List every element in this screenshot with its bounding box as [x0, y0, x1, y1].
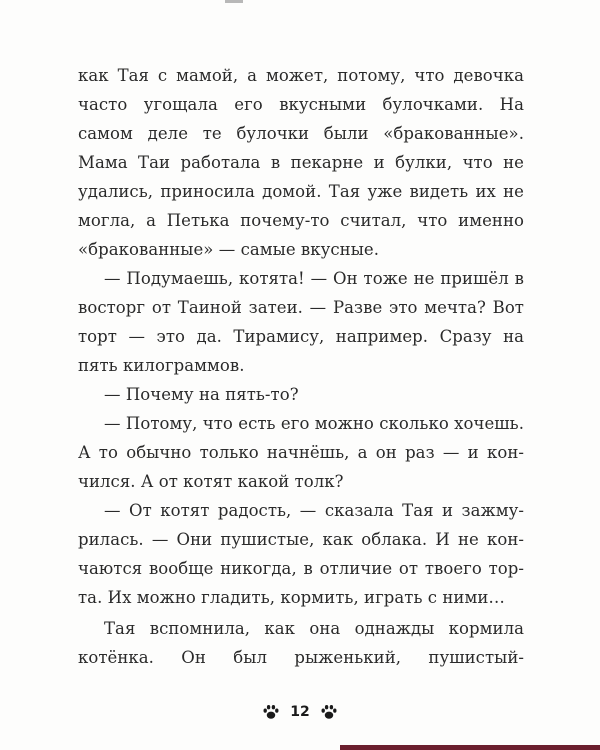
text-line: часто угощала его вкусными булочками. На: [78, 95, 524, 114]
text-line: чаются вообще никогда, в отличие от твоего тор-: [78, 559, 524, 578]
text-line: могла, а Петька почему-то считал, что именно: [78, 211, 524, 230]
text-line: восторг от Таиной затеи. — Разве это мечта? Вот: [78, 298, 524, 317]
text-line: как Тая с мамой, а может, потому, что девочка: [78, 66, 524, 85]
text-line: котёнка. Он был рыженький, пушистый-: [78, 648, 524, 667]
text-line: пять килограммов.: [78, 356, 245, 375]
text-line: удались, приносила домой. Тая уже видеть их не: [78, 182, 524, 201]
page-edge-stripe: [340, 745, 600, 750]
page-top-mark: [225, 0, 243, 3]
page-footer: [0, 700, 600, 724]
text-line: самом деле те булочки были «бракованные».: [78, 124, 524, 143]
text-line: та. Их можно гладить, кормить, играть с ними…: [78, 588, 505, 607]
text-line: Тая вспомнила, как она однажды кормила: [104, 619, 524, 638]
text-line: рилась. — Они пушистые, как облака. И не кон-: [78, 530, 524, 549]
text-line: «бракованные» — самые вкусные.: [78, 240, 380, 259]
paw-print-icon: [262, 703, 280, 721]
text-line: — Почему на пять-то?: [104, 385, 299, 404]
text-line: торт — это да. Тирамису, например. Сразу на: [78, 327, 524, 346]
text-line: чился. А от котят какой толк?: [78, 472, 344, 491]
text-line: Мама Таи работала в пекарне и булки, что не: [78, 153, 524, 172]
page-number: 12: [290, 704, 310, 720]
text-line: — Потому, что есть его можно сколько хочешь.: [104, 414, 524, 433]
text-line: — От котят радость, — сказала Тая и зажму-: [104, 501, 524, 520]
text-line: — Подумаешь, котята! — Он тоже не пришёл в: [104, 269, 524, 288]
text-line: А то обычно только начнёшь, а он раз — и кон-: [78, 443, 524, 462]
paw-print-icon: [320, 703, 338, 721]
